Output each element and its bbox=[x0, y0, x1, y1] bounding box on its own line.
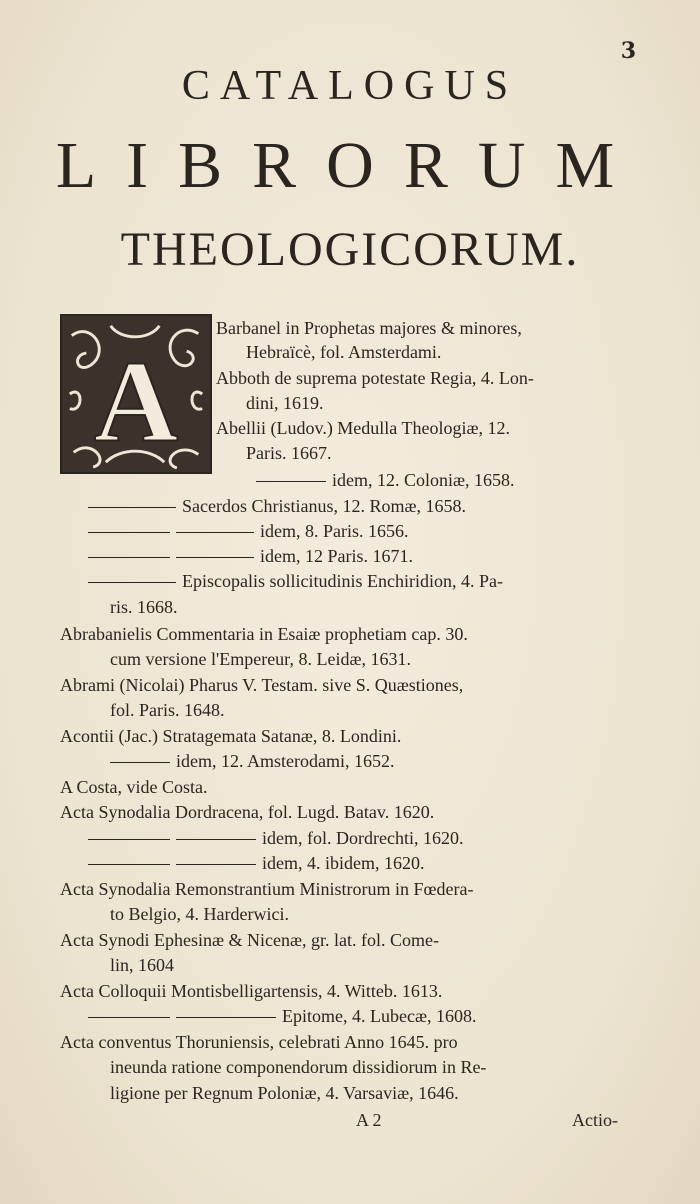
ditto-rule bbox=[88, 582, 176, 583]
entry-line: ligione per Regnum Poloniæ, 4. Varsaviæ, 1646. bbox=[110, 1083, 459, 1103]
entry-line: idem, fol. Dordrechti, 1620. bbox=[88, 826, 463, 850]
ditto-rule bbox=[88, 532, 170, 533]
entry-line: idem, 12 Paris. 1671. bbox=[88, 544, 413, 568]
entry-line: Acta Synodalia Dordracena, fol. Lugd. Batav. 1620. bbox=[60, 802, 435, 822]
ditto-rule bbox=[176, 557, 254, 558]
entry-line: to Belgio, 4. Harderwici. bbox=[110, 904, 289, 924]
foliage-ornament-icon bbox=[62, 316, 210, 472]
ditto-rule bbox=[176, 1017, 276, 1018]
ditto-rule bbox=[88, 839, 170, 840]
entry-line: fol. Paris. 1648. bbox=[110, 700, 225, 720]
entry-line: Epitome, 4. Lubecæ, 1608. bbox=[88, 1004, 476, 1028]
svg-text:A: A bbox=[93, 337, 179, 467]
entry-line: Abellii (Ludov.) Medulla Theologiæ, 12. bbox=[216, 418, 510, 438]
entry-line: Acta conventus Thoruniensis, celebrati Anno 1645. pro bbox=[60, 1032, 458, 1052]
ditto-rule bbox=[88, 1017, 170, 1018]
entry-line: Abboth de suprema potestate Regia, 4. Lon- bbox=[216, 368, 534, 388]
entry-line: ineunda ratione componendorum dissidiorum in Re- bbox=[110, 1057, 487, 1077]
ditto-rule bbox=[176, 864, 256, 865]
title-catalogus: CATALOGUS bbox=[181, 63, 519, 109]
entry-line: idem, 8. Paris. 1656. bbox=[88, 519, 409, 543]
catchword: Actio- bbox=[572, 1110, 618, 1130]
title-librorum: LIBRORUM bbox=[55, 129, 645, 202]
ditto-rule bbox=[110, 762, 170, 763]
entry-line: Acta Synodi Ephesinæ & Nicenæ, gr. lat. fol. Come- bbox=[60, 930, 439, 950]
entry-line: idem, 12. Coloniæ, 1658. bbox=[256, 468, 515, 492]
ditto-rule bbox=[176, 839, 256, 840]
ditto-rule bbox=[88, 864, 170, 865]
signature-mark: A 2 bbox=[356, 1110, 382, 1130]
ditto-rule bbox=[88, 507, 176, 508]
entry-line: dini, 1619. bbox=[246, 393, 324, 413]
ditto-rule bbox=[176, 532, 254, 533]
entry-line: Acontii (Jac.) Stratagemata Satanæ, 8. Londini. bbox=[60, 726, 402, 746]
entry-line: Abrami (Nicolai) Pharus V. Testam. sive S. Quæstiones, bbox=[60, 675, 464, 695]
ditto-rule bbox=[256, 481, 326, 482]
entry-line: lin, 1604 bbox=[110, 955, 175, 975]
title-theologicorum: THEOLOGICORUM. bbox=[120, 223, 580, 276]
entry-line: Abrabanielis Commentaria in Esaiæ prophetiam cap. 30. bbox=[60, 624, 468, 644]
ditto-rule bbox=[88, 557, 170, 558]
page-number: 3 bbox=[620, 38, 636, 64]
entry-line: cum versione l'Empereur, 8. Leidæ, 1631. bbox=[110, 649, 411, 669]
entry-line: Hebraïcè, fol. Amsterdami. bbox=[246, 342, 442, 362]
decorated-initial bbox=[60, 314, 212, 474]
entry-line: Paris. 1667. bbox=[246, 443, 332, 463]
entry-line: ris. 1668. bbox=[110, 597, 178, 617]
entry-line: Barbanel in Prophetas majores & minores, bbox=[216, 318, 522, 338]
entry-line: Episcopalis sollicitudinis Enchiridion, 4. Pa- bbox=[88, 569, 503, 593]
entry-line: Sacerdos Christianus, 12. Romæ, 1658. bbox=[88, 494, 466, 518]
entry-line: Acta Colloquii Montisbelligartensis, 4. Witteb. 1613. bbox=[60, 981, 443, 1001]
entry-line: idem, 4. ibidem, 1620. bbox=[88, 851, 424, 875]
entry-line: A Costa, vide Costa. bbox=[60, 777, 208, 797]
entry-line: idem, 12. Amsterodami, 1652. bbox=[110, 749, 394, 773]
entry-line: Acta Synodalia Remonstrantium Ministrorum in Fœdera- bbox=[60, 879, 474, 899]
